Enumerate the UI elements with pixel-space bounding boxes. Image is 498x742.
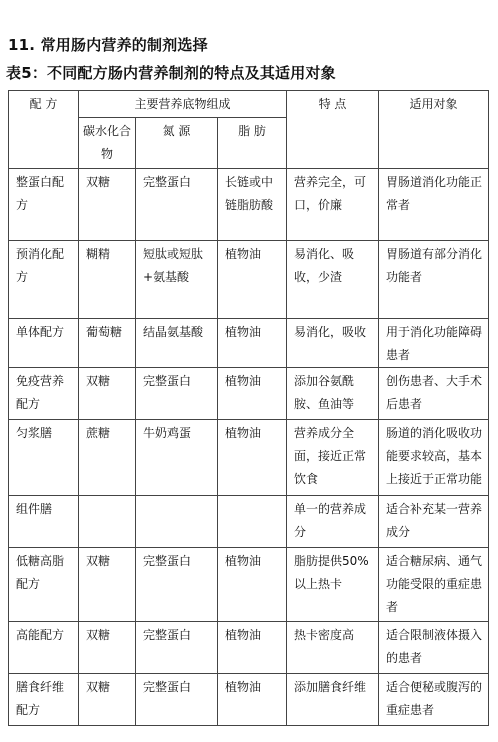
cell-nitrogen: 完整蛋白 <box>136 169 218 241</box>
table-row <box>9 496 489 548</box>
header-nitrogen: 氮 源 <box>136 118 218 169</box>
table-row <box>9 368 489 420</box>
enteral-nutrition-table <box>8 90 489 726</box>
cell-formula: 低糖高脂配方 <box>9 548 79 622</box>
cell-carb: 蔗糖 <box>79 420 136 496</box>
cell-nitrogen: 完整蛋白 <box>136 548 218 622</box>
cell-formula: 高能配方 <box>9 622 79 674</box>
header-formula: 配 方 <box>9 91 79 169</box>
cell-features: 营养成分全面，接近正常饮食 <box>287 420 379 496</box>
table-row <box>9 169 489 241</box>
cell-formula: 组件膳 <box>9 496 79 548</box>
cell-nitrogen: 牛奶鸡蛋 <box>136 420 218 496</box>
cell-fat <box>218 496 287 548</box>
cell-features: 脂肪提供50%以上热卡 <box>287 548 379 622</box>
section-heading: 11. 常用肠内营养的制剂选择 <box>8 36 208 54</box>
cell-fat: 植物油 <box>218 420 287 496</box>
cell-nitrogen: 完整蛋白 <box>136 368 218 420</box>
cell-features: 热卡密度高 <box>287 622 379 674</box>
table-row <box>9 548 489 622</box>
cell-target: 胃肠道消化功能正常者 <box>379 169 489 241</box>
cell-features: 添加谷氨酰胺、鱼油等 <box>287 368 379 420</box>
header-target: 适用对象 <box>379 91 489 169</box>
cell-nitrogen: 结晶氨基酸 <box>136 319 218 368</box>
table-row <box>9 420 489 496</box>
cell-nitrogen: 短肽或短肽+氨基酸 <box>136 241 218 319</box>
cell-formula: 预消化配方 <box>9 241 79 319</box>
cell-carb: 糊精 <box>79 241 136 319</box>
header-main-nutrients: 主要营养底物组成 <box>79 91 287 118</box>
table-row <box>9 241 489 319</box>
cell-carb: 双糖 <box>79 674 136 726</box>
cell-formula: 匀浆膳 <box>9 420 79 496</box>
cell-nitrogen <box>136 496 218 548</box>
cell-formula: 膳食纤维配方 <box>9 674 79 726</box>
table-row <box>9 622 489 674</box>
cell-features: 易消化、吸收，少渣 <box>287 241 379 319</box>
header-row <box>9 91 489 118</box>
cell-nitrogen: 完整蛋白 <box>136 622 218 674</box>
cell-features: 添加膳食纤维 <box>287 674 379 726</box>
cell-fat: 植物油 <box>218 319 287 368</box>
cell-features: 单一的营养成分 <box>287 496 379 548</box>
cell-formula: 整蛋白配方 <box>9 169 79 241</box>
header-carb: 碳水化合物 <box>79 118 136 169</box>
cell-target: 适合限制液体摄入的患者 <box>379 622 489 674</box>
cell-carb: 葡萄糖 <box>79 319 136 368</box>
cell-fat: 植物油 <box>218 241 287 319</box>
cell-carb: 双糖 <box>79 169 136 241</box>
cell-fat: 植物油 <box>218 622 287 674</box>
cell-target: 创伤患者、大手术后患者 <box>379 368 489 420</box>
table-row <box>9 674 489 726</box>
header-fat: 脂 肪 <box>218 118 287 169</box>
cell-target: 适合便秘或腹泻的重症患者 <box>379 674 489 726</box>
cell-fat: 植物油 <box>218 674 287 726</box>
cell-target: 适合补充某一营养成分 <box>379 496 489 548</box>
cell-fat: 长链或中链脂肪酸 <box>218 169 287 241</box>
cell-carb <box>79 496 136 548</box>
cell-carb: 双糖 <box>79 548 136 622</box>
cell-target: 胃肠道有部分消化功能者 <box>379 241 489 319</box>
cell-target: 用于消化功能障碍患者 <box>379 319 489 368</box>
cell-features: 易消化，吸收 <box>287 319 379 368</box>
cell-carb: 双糖 <box>79 368 136 420</box>
cell-formula: 免疫营养配方 <box>9 368 79 420</box>
cell-fat: 植物油 <box>218 368 287 420</box>
table-caption: 表5：不同配方肠内营养制剂的特点及其适用对象 <box>6 64 336 82</box>
cell-features: 营养完全，可口，价廉 <box>287 169 379 241</box>
cell-formula: 单体配方 <box>9 319 79 368</box>
cell-fat: 植物油 <box>218 548 287 622</box>
cell-nitrogen: 完整蛋白 <box>136 674 218 726</box>
cell-target: 适合糖尿病、通气功能受限的重症患者 <box>379 548 489 622</box>
table-row <box>9 319 489 368</box>
header-features: 特 点 <box>287 91 379 169</box>
cell-target: 肠道的消化吸收功能要求较高，基本上接近于正常功能 <box>379 420 489 496</box>
cell-carb: 双糖 <box>79 622 136 674</box>
